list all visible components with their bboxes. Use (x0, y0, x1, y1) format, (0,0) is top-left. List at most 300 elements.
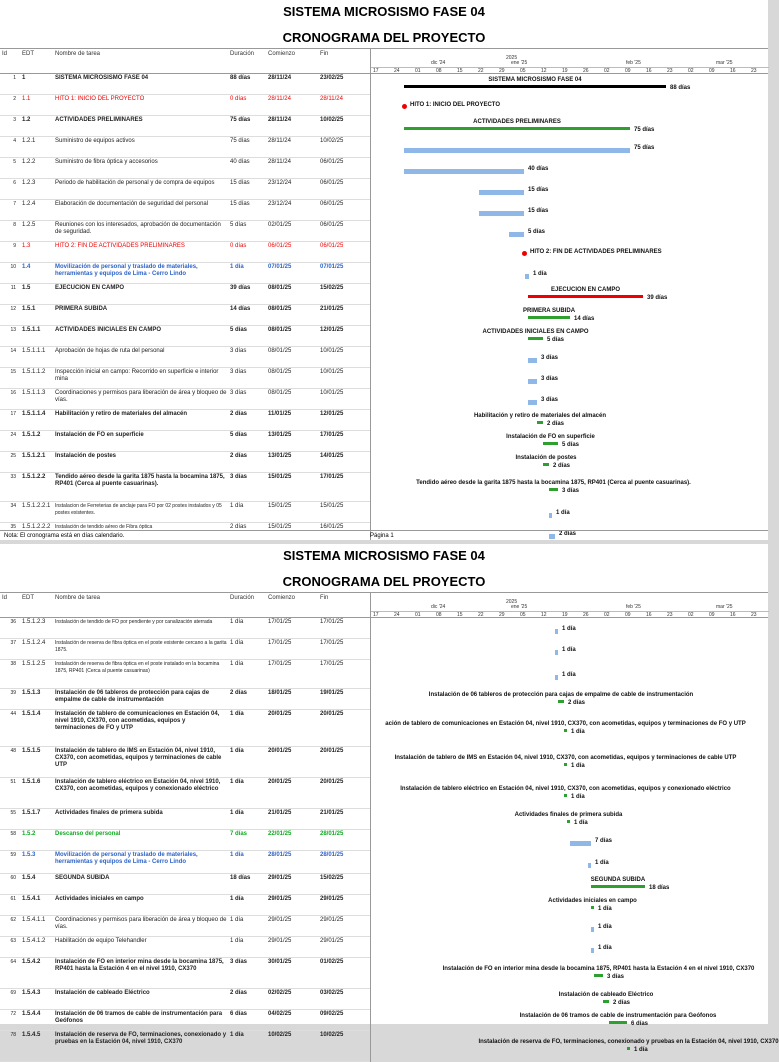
cell-id: 62 (10, 917, 16, 923)
gantt-bar (528, 400, 537, 405)
cell-start: 28/11/24 (268, 75, 292, 81)
gantt-bar (555, 629, 558, 634)
cell-name: Instalación de reserva de fibra óptica en el poste instalado en la bocamina 1875, RP401 (Cerca al puente casuarinas) (55, 661, 220, 674)
cell-dur: 14 días (230, 306, 251, 312)
cell-id: 5 (13, 159, 16, 165)
cell-end: 17/01/25 (320, 432, 344, 438)
cell-dur: 1 día (230, 640, 244, 646)
cell-dur: 3 días (230, 959, 248, 965)
cell-name: Instalacion de Ferreterias de anclaje para FO por 02 postes instalados y 05 postes existentes. (55, 503, 222, 516)
cell-dur: 18 días (230, 875, 251, 881)
cell-start: 23/12/24 (268, 180, 292, 186)
cell-name: SISTEMA MICROSISMO FASE 04 (55, 75, 149, 81)
cell-dur: 3 días (230, 348, 247, 354)
timeline-day: 02 (688, 68, 694, 74)
cell-dur: 5 días (230, 432, 248, 438)
cell-dur: 2 días (230, 990, 248, 996)
gantt-bar (555, 675, 558, 680)
bar-duration: 75 días (634, 145, 655, 151)
cell-start: 13/01/25 (268, 453, 292, 459)
bar-label: Instalación de postes (515, 455, 577, 461)
cell-name: HITO 1: INICIO DEL PROYECTO (55, 96, 145, 102)
cell-dur: 6 días (230, 1011, 248, 1017)
bar-label: ACTIVIDADES INICIALES EN CAMPO (482, 329, 589, 335)
col-start: Comienzo (268, 595, 296, 601)
table-row (0, 74, 370, 95)
cell-start: 20/01/25 (268, 711, 292, 717)
cell-start: 20/01/25 (268, 779, 292, 785)
timeline-day: 23 (751, 612, 757, 618)
timeline-day: 16 (646, 612, 652, 618)
table-row (0, 502, 370, 523)
bar-duration: 1 día (562, 626, 576, 632)
cell-end: 06/01/25 (320, 243, 344, 249)
cell-id: 48 (10, 748, 16, 754)
bar-duration: 3 días (562, 488, 580, 494)
cell-start: 28/01/25 (268, 852, 292, 858)
bar-duration: 3 días (607, 974, 625, 980)
gantt-bar (555, 650, 558, 655)
cell-id: 35 (10, 524, 16, 530)
bar-duration: 88 días (670, 85, 691, 91)
cell-start: 29/01/25 (268, 875, 292, 881)
cell-name: Descanso del personal (55, 831, 121, 837)
cell-end: 10/01/25 (320, 369, 344, 375)
cell-start: 08/01/25 (268, 348, 292, 354)
cell-edt: 1.1 (22, 96, 31, 102)
timeline-scale (370, 593, 768, 619)
cell-dur: 1 día (230, 1032, 244, 1038)
bar-duration: 5 días (562, 442, 580, 448)
col-edt: EDT (22, 595, 34, 601)
cell-edt: 1.5.3 (22, 852, 36, 858)
cell-end: 01/02/25 (320, 959, 344, 965)
timeline-day: 05 (520, 612, 526, 618)
milestone-marker (402, 104, 407, 109)
cell-edt: 1.5.4 (22, 875, 36, 881)
cell-end: 10/01/25 (320, 390, 344, 396)
cell-start: 10/02/25 (268, 1032, 292, 1038)
cell-edt: 1.5.4.2 (22, 959, 41, 965)
bar-duration: 2 días (559, 531, 577, 537)
cell-start: 29/01/25 (268, 938, 292, 944)
timeline-month: ene '25 (511, 604, 528, 610)
table-row (0, 710, 370, 747)
gantt-bar (591, 906, 594, 909)
table-row (0, 618, 370, 639)
timeline-scale (370, 49, 768, 75)
cell-edt: 1.2.4 (22, 201, 36, 207)
cell-end: 17/01/25 (320, 474, 344, 480)
cell-edt: 1.5.1.3 (22, 690, 41, 696)
cell-edt: 1.5.1.4 (22, 711, 41, 717)
cell-dur: 1 día (230, 779, 244, 785)
cell-name: Periodo de habilitación de personal y de compra de equipos (55, 180, 215, 186)
col-end: Fin (320, 51, 329, 57)
timeline-year: 2025 (506, 599, 518, 605)
cell-edt: 1.2.5 (22, 222, 36, 228)
table-row (0, 747, 370, 778)
cell-name: Instalación de tendido de FO por pendiente y por canalización aterrada (55, 619, 213, 625)
cell-dur: 1 día (230, 748, 244, 754)
bar-duration: 3 días (541, 376, 559, 382)
cell-name: Movilización de personal y traslado de materiales, herramientas y equipos de Lima - Cerro Lindo (55, 264, 198, 277)
cell-start: 28/11/24 (268, 159, 291, 165)
cell-id: 69 (10, 990, 16, 996)
timeline-day: 23 (667, 612, 673, 618)
cell-id: 39 (10, 690, 16, 696)
cell-edt: 1.5.1.1.1 (22, 348, 46, 354)
cell-name: Habilitación y retiro de materiales del almacén (55, 411, 188, 417)
cell-dur: 1 día (230, 917, 244, 923)
cell-name: Instalación de FO en interior mina desde la bocamina 1875, RP401 hasta la Estación 4 en el nivel 1910, CX370 (55, 959, 224, 972)
timeline-day: 12 (541, 612, 547, 618)
cell-dur: 2 días (230, 411, 248, 417)
cell-id: 9 (13, 243, 16, 249)
bar-label: Instalación de tablero de IMS en Estación 04, nivel 1910, CX370, con acometidas, equipos y terminaciones de cable UTP (394, 755, 737, 761)
bar-duration: 1 día (571, 729, 585, 735)
cell-name: Actividades iniciales en campo (55, 896, 144, 902)
timeline-month: mar '25 (716, 60, 733, 66)
gantt-bar (404, 127, 630, 130)
bar-duration: 1 día (562, 647, 576, 653)
table-row (0, 431, 370, 452)
table-row (0, 263, 370, 284)
bar-label: Instalación de cableado Eléctrico (558, 992, 654, 998)
cell-id: 11 (10, 285, 16, 291)
document-subtitle: CRONOGRAMA DEL PROYECTO (282, 30, 486, 45)
cell-name: Instalación de tablero de IMS en Estación 04, nivel 1910, CX370, con acometidas, equipos y terminaciones de cable UTP (55, 748, 222, 768)
cell-dur: 1 día (230, 810, 244, 816)
cell-name: Instalación de tablero de comunicaciones en Estación 04, nivel 1910, CX370, con acometidas, equipos y terminaciones de FO y UTP (55, 711, 220, 731)
bar-label: Tendido aéreo desde la garita 1875 hasta la bocamina 1875, RP401 (Cerca al puente casuarinas). (416, 480, 691, 486)
page-number: Página 1 (370, 533, 394, 539)
cell-id: 37 (10, 640, 16, 646)
col-id: Id (2, 51, 8, 57)
table-row (0, 452, 370, 473)
timeline-day: 05 (520, 68, 526, 74)
cell-end: 28/11/24 (320, 96, 343, 102)
page-2 (0, 544, 779, 1053)
timeline-month: dic '24 (431, 60, 446, 66)
col-start: Comienzo (268, 51, 296, 57)
cell-edt: 1.2 (22, 117, 31, 123)
cell-id: 34 (10, 503, 16, 509)
bar-duration: 7 días (595, 838, 613, 844)
cell-name: ACTIVIDADES PRELIMINARES (55, 117, 143, 123)
timeline-day: 16 (730, 68, 736, 74)
bar-label: Instalación de tablero eléctrico en Estación 04, nivel 1910, CX370, con acometidas, equipos y conexionado eléctrico (400, 786, 731, 792)
gantt-bar (543, 463, 549, 466)
cell-end: 06/01/25 (320, 180, 344, 186)
table-row (0, 895, 370, 916)
cell-end: 10/02/25 (320, 1032, 344, 1038)
bar-duration: 1 día (556, 510, 570, 516)
cell-name: HITO 2: FIN DE ACTIVIDADES PRELIMINARES (55, 243, 185, 249)
cell-start: 17/01/25 (268, 661, 292, 667)
cell-dur: 88 días (230, 75, 251, 81)
cell-dur: 15 días (230, 180, 250, 186)
timeline-day: 15 (457, 68, 463, 74)
cell-edt: 1.5.1.7 (22, 810, 41, 816)
cell-start: 15/01/25 (268, 524, 292, 530)
cell-dur: 1 día (230, 938, 244, 944)
cell-name: Instalación de reserva de FO, terminaciones, conexionado y pruebas en la Estación 04, nivel 1910, CX370 (55, 1032, 227, 1045)
timeline-day: 09 (625, 612, 631, 618)
cell-name: Instalación de reserva de fibra óptica en el poste existente cercano a la garita 1875. (55, 640, 227, 653)
cell-edt: 1.5.1.2 (22, 432, 41, 438)
table-row (0, 137, 370, 158)
cell-edt: 1.5.4.5 (22, 1032, 41, 1038)
cell-dur: 2 días (230, 524, 247, 530)
cell-start: 08/01/25 (268, 390, 292, 396)
cell-end: 19/01/25 (320, 690, 344, 696)
table-row (0, 116, 370, 137)
timeline-month: ene '25 (511, 60, 528, 66)
bar-duration: 6 días (631, 1021, 649, 1027)
milestone-marker (522, 251, 527, 256)
gantt-bar (537, 421, 543, 424)
cell-end: 14/01/25 (320, 453, 344, 459)
document-subtitle: CRONOGRAMA DEL PROYECTO (282, 574, 486, 589)
cell-dur: 1 día (230, 711, 244, 717)
timeline-month: mar '25 (716, 604, 733, 610)
table-header (0, 48, 768, 74)
cell-dur: 75 días (230, 138, 250, 144)
cell-edt: 1.2.1 (22, 138, 36, 144)
cell-id: 55 (10, 810, 16, 816)
cell-id: 59 (10, 852, 16, 858)
cell-edt: 1.5.1.2.2.2 (22, 524, 51, 530)
cell-id: 78 (10, 1032, 16, 1038)
gantt-bar (588, 863, 591, 868)
cell-end: 17/01/25 (320, 619, 344, 625)
cell-end: 09/02/25 (320, 1011, 344, 1017)
gantt-bar (591, 948, 594, 953)
cell-end: 06/01/25 (320, 222, 344, 228)
timeline-day: 02 (688, 612, 694, 618)
cell-dur: 1 día (230, 852, 244, 858)
cell-id: 17 (10, 411, 16, 417)
gantt-bar (549, 488, 558, 491)
cell-end: 29/01/25 (320, 896, 344, 902)
cell-start: 23/12/24 (268, 201, 292, 207)
cell-id: 13 (10, 327, 16, 333)
cell-name: Instalación de tendido aéreo de Fibra óptica (55, 524, 153, 530)
bar-duration: 1 día (574, 820, 588, 826)
gantt-bar (549, 513, 552, 518)
cell-dur: 1 día (230, 896, 244, 902)
cell-edt: 1.5.4.3 (22, 990, 41, 996)
timeline-day: 24 (394, 612, 400, 618)
cell-start: 06/01/25 (268, 243, 292, 249)
cell-id: 72 (10, 1011, 16, 1017)
col-dur: Duración (230, 595, 255, 601)
timeline-year: 2025 (506, 55, 518, 61)
gantt-bar (591, 927, 594, 932)
bar-label: Instalación de reserva de FO, terminaciones, conexionado y pruebas en la Estación 04, nivel 1910, CX370 (478, 1039, 779, 1045)
gantt-bar (528, 358, 537, 363)
bar-duration: 1 día (571, 794, 585, 800)
gantt-bar (609, 1021, 627, 1024)
cell-end: 10/01/25 (320, 348, 344, 354)
cell-edt: 1.5.2 (22, 831, 36, 837)
cell-edt: 1.5.1.2.5 (22, 661, 46, 667)
table-row (0, 158, 370, 179)
table-row (0, 851, 370, 874)
bar-duration: 1 día (598, 906, 612, 912)
col-end: Fin (320, 595, 329, 601)
table-row (0, 937, 370, 958)
cell-end: 12/01/25 (320, 327, 344, 333)
col-id: Id (2, 595, 8, 601)
bar-duration: 2 días (553, 463, 571, 469)
cell-name: Instalación de FO en superficie (55, 432, 144, 438)
gantt-bar (528, 337, 543, 340)
document-title: SISTEMA MICROSISMO FASE 04 (283, 548, 485, 563)
bar-duration: 1 día (562, 672, 576, 678)
cell-edt: 1.5.1.1.3 (22, 390, 46, 396)
cell-edt: 1.5.1.1.4 (22, 411, 46, 417)
cell-end: 10/02/25 (320, 117, 344, 123)
cell-id: 3 (13, 117, 16, 123)
timeline-day: 19 (562, 612, 568, 618)
gantt-bar (528, 295, 643, 298)
col-name: Nombre de tarea (55, 51, 101, 57)
table-row (0, 874, 370, 895)
cell-dur: 75 días (230, 117, 251, 123)
table-row (0, 689, 370, 710)
cell-dur: 40 días (230, 159, 250, 165)
bar-duration: 5 días (547, 337, 565, 343)
timeline-day: 22 (478, 612, 484, 618)
cell-end: 15/02/25 (320, 285, 344, 291)
cell-name: Suministro de equipos activos (55, 138, 135, 144)
document-title: SISTEMA MICROSISMO FASE 04 (283, 4, 485, 19)
table-row (0, 830, 370, 851)
cell-end: 23/02/25 (320, 75, 344, 81)
cell-id: 38 (10, 661, 16, 667)
cell-name: Instalación de tablero eléctrico en Estación 04, nivel 1910, CX370, con acometidas, equipos y conexionado eléctrico (55, 779, 221, 792)
timeline-day: 29 (499, 612, 505, 618)
timeline-month: feb '25 (626, 60, 641, 66)
cell-edt: 1.5.4.4 (22, 1011, 41, 1017)
gantt-bar (404, 85, 666, 88)
cell-dur: 3 días (230, 369, 247, 375)
cell-edt: 1.5.1.5 (22, 748, 41, 754)
cell-start: 30/01/25 (268, 959, 292, 965)
timeline-day: 09 (709, 612, 715, 618)
cell-id: 15 (10, 369, 16, 375)
cell-start: 28/11/24 (268, 96, 291, 102)
table-row (0, 242, 370, 263)
timeline-day: 26 (583, 68, 589, 74)
bar-duration: 1 día (634, 1047, 648, 1053)
timeline-day: 17 (373, 612, 379, 618)
cell-end: 20/01/25 (320, 711, 344, 717)
cell-end: 29/01/25 (320, 938, 344, 944)
gantt-bar (525, 274, 529, 279)
bar-duration: 39 días (647, 295, 668, 301)
bar-duration: 15 días (528, 187, 549, 193)
cell-edt: 1.5.4.1 (22, 896, 41, 902)
bar-duration: 15 días (528, 208, 549, 214)
table-row (0, 958, 370, 989)
table-row (0, 389, 370, 410)
timeline-day: 17 (373, 68, 379, 74)
timeline-day: 24 (394, 68, 400, 74)
cell-id: 2 (13, 96, 16, 102)
cell-end: 16/01/25 (320, 524, 344, 530)
cell-id: 33 (10, 474, 16, 480)
cell-end: 06/01/25 (320, 159, 344, 165)
table-row (0, 660, 370, 689)
cell-start: 04/02/25 (268, 1011, 292, 1017)
cell-end: 12/01/25 (320, 411, 344, 417)
cell-id: 14 (10, 348, 16, 354)
cell-dur: 3 días (230, 474, 248, 480)
cell-edt: 1.3 (22, 243, 31, 249)
gantt-bar (404, 169, 524, 174)
cell-end: 15/02/25 (320, 875, 344, 881)
timeline-day: 16 (730, 612, 736, 618)
cell-start: 15/01/25 (268, 474, 292, 480)
timeline-month: dic '24 (431, 604, 446, 610)
cell-dur: 1 día (230, 619, 244, 625)
cell-name: Habilitación de equipo Telehandler (55, 938, 147, 944)
timeline-day: 15 (457, 612, 463, 618)
cell-id: 1 (13, 75, 16, 81)
col-dur: Duración (230, 51, 255, 57)
cell-end: 28/01/25 (320, 852, 344, 858)
table-row (0, 989, 370, 1010)
table-row (0, 639, 370, 660)
cell-start: 08/01/25 (268, 327, 292, 333)
cell-start: 20/01/25 (268, 748, 292, 754)
cell-start: 02/02/25 (268, 990, 292, 996)
table-header (0, 592, 768, 618)
cell-dur: 7 días (230, 831, 248, 837)
cell-end: 21/01/25 (320, 306, 344, 312)
cell-edt: 1.5.1.2.3 (22, 619, 46, 625)
timeline-day: 02 (604, 612, 610, 618)
timeline-day: 12 (541, 68, 547, 74)
cell-start: 17/01/25 (268, 640, 292, 646)
bar-duration: 3 días (541, 397, 559, 403)
cell-edt: 1.5 (22, 285, 31, 291)
timeline-day: 19 (562, 68, 568, 74)
cell-start: 07/01/25 (268, 264, 292, 270)
bar-duration: 1 día (595, 860, 609, 866)
footer-note: Nota: El cronograma está en días calendario. (4, 533, 125, 539)
cell-id: 7 (13, 201, 16, 207)
gantt-bar (479, 211, 524, 216)
table-row (0, 179, 370, 200)
bar-duration: 1 día (571, 763, 585, 769)
bar-duration: 18 días (649, 885, 670, 891)
cell-start: 29/01/25 (268, 917, 292, 923)
timeline-day: 23 (751, 68, 757, 74)
bar-label: Instalación de 06 tableros de protección para cajas de empalme de cable de instrumentación (428, 692, 694, 698)
cell-edt: 1.2.3 (22, 180, 36, 186)
table-row (0, 1031, 370, 1062)
bar-label: Habilitación y retiro de materiales del almacén (473, 413, 607, 419)
cell-id: 60 (10, 875, 16, 881)
timeline-day: 22 (478, 68, 484, 74)
timeline-day: 23 (667, 68, 673, 74)
cell-dur: 1 día (230, 503, 244, 509)
timeline-month: feb '25 (626, 604, 641, 610)
